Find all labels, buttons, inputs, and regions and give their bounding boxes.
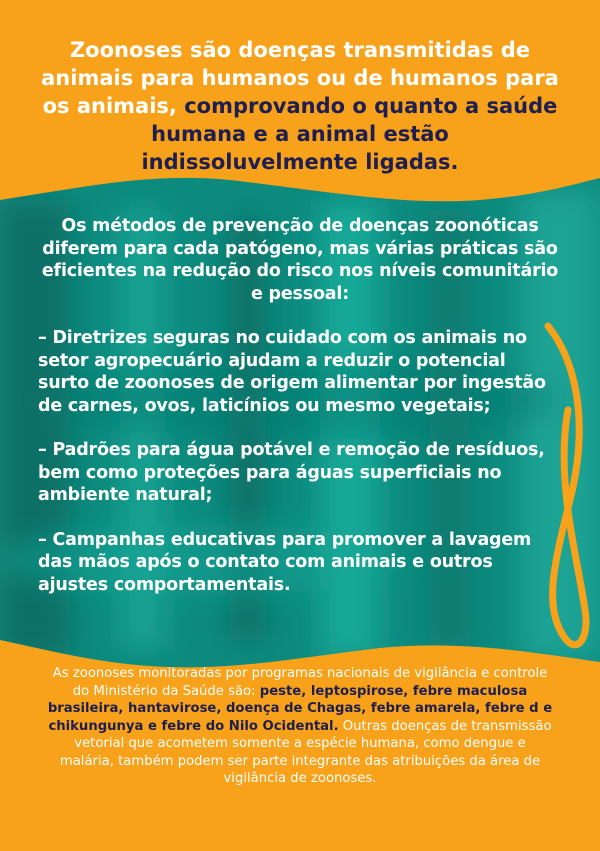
header-highlight: comprovando o quanto a saúde humana e a animal estão indissoluvelmente ligadas. [141, 94, 558, 174]
header-text [40, 36, 560, 176]
footer-tail: Outras doenças de transmissão vetorial que acometem somente a espécie humana, como dengue e malária, também podem ser parte integrante das atribuições da área de vigilância de zoonoses. [59, 718, 552, 786]
prevention-item-animal-care: – Diretrizes seguras no cuidado com os animais no setor agropecuário ajudam a reduzir o potencial surto de zoonoses de origem alimentar por ingestão de carnes, ovos, laticínios ou mesmo vegetais; [38, 328, 546, 416]
header-lead: Zoonoses são doenças transmitidas de animais para humanos ou de humanos para os animais, [41, 38, 559, 118]
prevention-item-water: – Padrões para água potável e remoção de resíduos, bem como proteções para águas superficiais no ambiente natural; [38, 440, 545, 505]
footer-lead: As zoonoses monitoradas por programas nacionais de vigilância e controle do Ministério da Saúde são: [52, 666, 548, 699]
prevention-section [38, 215, 562, 596]
prevention-intro: Os métodos de prevenção de doenças zoonóticas diferem para cada patógeno, mas várias práticas são eficientes na redução do risco nos níveis comunitário e pessoal: [41, 216, 559, 304]
prevention-item-education: – Campanhas educativas para promover a lavagem das mãos após o contato com animais e outros ajustes comportamentais. [38, 529, 532, 595]
footer-text [46, 665, 554, 788]
footer-diseases: peste, leptospirose, febre maculosa brasileira, hantavirose, doença de Chagas, febre amarela, febre d e chikungunya e febre do Nilo Ocidental. [47, 683, 553, 734]
